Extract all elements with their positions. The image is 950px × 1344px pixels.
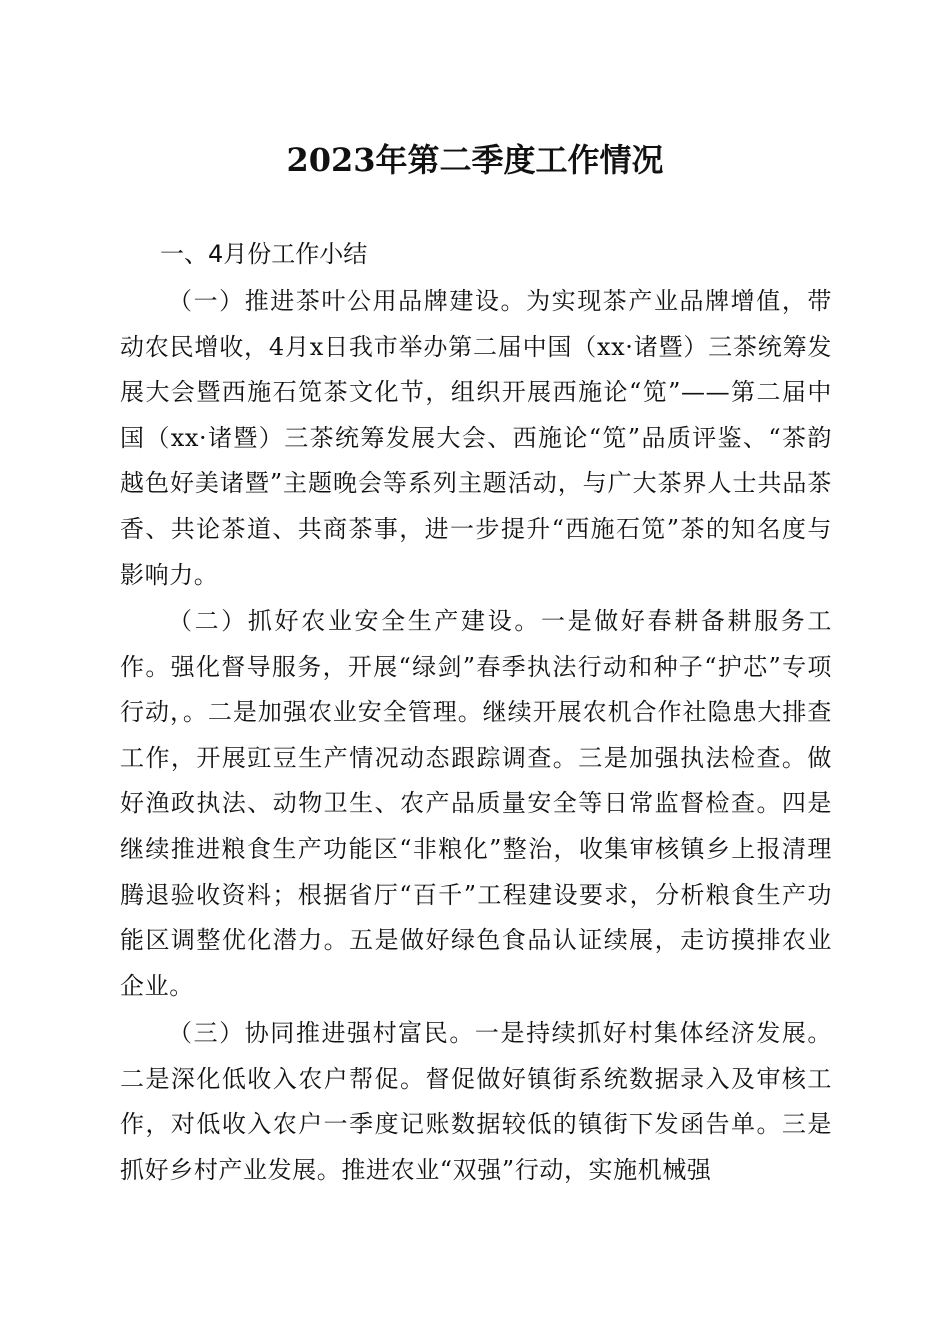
- paragraph-village-prosperity: [120, 1011, 832, 1193]
- paragraph-tea-brand: [120, 279, 832, 598]
- paragraph-body: 一是持续抓好村集体经济发展。二是深化低收入农户帮促。督促做好镇街系统数据录入及审核工作，对低收入农户一季度记账数据较低的镇街下发函告单。三是抓好乡村产业发展。推进农业“双强”行动，实施机械强: [120, 1019, 833, 1184]
- paragraph-lead: （二）抓好农业安全生产建设。: [168, 607, 541, 635]
- paragraph-lead: （一）推进茶叶公用品牌建设。: [168, 287, 527, 315]
- paragraph-agri-safety: [120, 599, 832, 1009]
- paragraph-body: 为实现茶产业品牌增值，带动农民增收，4月x日我市举办第二届中国（xx·诸暨）三茶统筹发展大会暨西施石笕茶文化节，组织开展西施论“笕”——第二届中国（xx·诸暨）三茶统筹发展大会、西施论“笕”品质评鉴、“茶韵越色好美诸暨”主题晚会等系列主题活动，与广大茶界人士共品茶香、共论茶道、共商茶事，进一步提升“西施石笕”茶的知名度与影响力。: [120, 287, 832, 589]
- section-heading: 一、4月份工作小结: [160, 240, 368, 268]
- paragraph-body: 一是做好春耕备耕服务工作。强化督导服务，开展“绿剑”春季执法行动和种子“护芯”专项行动，。二是加强农业安全管理。继续开展农机合作社隐患大排查工作，开展豇豆生产情况动态跟踪调查。三是加强执法检查。做好渔政执法、动物卫生、农产品质量安全等日常监督检查。四是继续推进粮食生产功能区“非粮化”整治，收集审核镇乡上报清理腾退验收资料；根据省厅“百千”工程建设要求，分析粮食生产功能区调整优化潜力。五是做好绿色食品认证续展，走访摸排农业企业。: [120, 607, 832, 1000]
- page-title: 2023年第二季度工作情况: [286, 141, 664, 179]
- paragraph-lead: （三）协同推进强村富民。: [168, 1019, 475, 1047]
